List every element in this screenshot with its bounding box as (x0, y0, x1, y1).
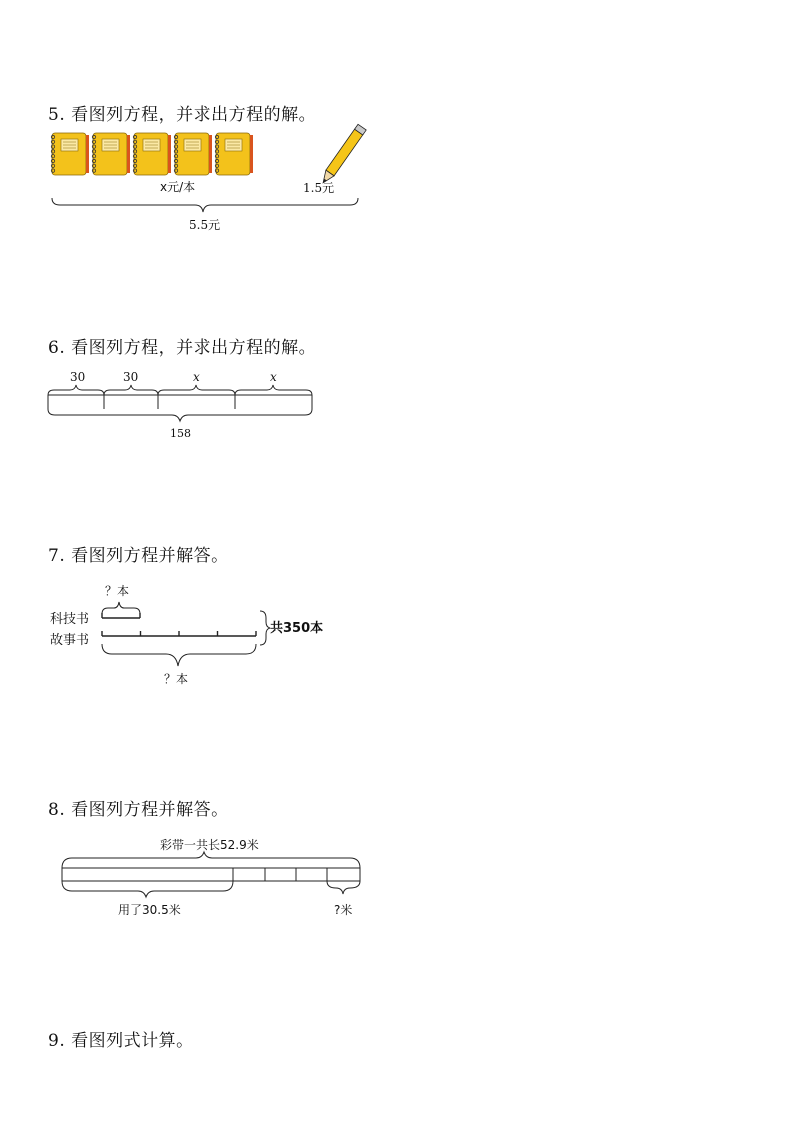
segment-label-1: 30 (70, 370, 86, 384)
notebook-icon (215, 133, 253, 175)
notebook-price-label: x元/本 (160, 180, 196, 194)
used-brace (62, 881, 233, 897)
segment-label-3: x (193, 370, 200, 384)
story-line (102, 631, 256, 636)
total-brace (62, 852, 360, 868)
total-label: 158 (170, 427, 191, 440)
question-5-title: 5. 看图列方程，并求出方程的解。 (48, 105, 317, 125)
story-question-label: ？本 (164, 672, 189, 686)
notebook-row (51, 133, 253, 175)
pencil-icon (319, 124, 366, 185)
segment-line (48, 395, 312, 409)
question-7-title: 7. 看图列方程并解答。 (48, 546, 229, 566)
total-price-label: 5.5元 (189, 218, 221, 232)
segment-label-2: 30 (123, 370, 139, 384)
question-6-title: 6. 看图列方程，并求出方程的解。 (48, 338, 317, 358)
q8-figure (56, 830, 376, 925)
tech-question-label: ？本 (105, 584, 130, 598)
total-brace (52, 198, 358, 212)
pencil-price-label: 1.5元 (303, 181, 335, 195)
question-8-title: 8. 看图列方程并解答。 (48, 800, 229, 820)
ribbon-bar (62, 868, 360, 881)
ribbon-total-label: 彩带一共长52.9米 (160, 838, 259, 852)
tech-book-label: 科技书 (50, 612, 90, 627)
notebook-icon (133, 133, 171, 175)
remaining-brace (327, 881, 360, 894)
remaining-label: ?米 (334, 903, 353, 917)
segment-label-4: x (270, 370, 277, 384)
question-9-title: 9. 看图列式计算。 (48, 1031, 194, 1051)
q5-figure (40, 125, 370, 240)
segment-braces (48, 385, 312, 395)
story-brace (102, 644, 256, 666)
q7-figure (48, 578, 348, 693)
tech-line (102, 613, 140, 618)
story-book-label: 故事书 (50, 633, 90, 648)
total-brace (260, 611, 270, 645)
total-label: 共350本 (270, 621, 324, 636)
total-brace (48, 409, 312, 421)
notebook-icon (92, 133, 130, 175)
notebook-icon (51, 133, 89, 175)
used-label: 用了30.5米 (118, 903, 181, 917)
q6-figure (40, 365, 330, 445)
notebook-icon (174, 133, 212, 175)
tech-brace (102, 602, 140, 614)
